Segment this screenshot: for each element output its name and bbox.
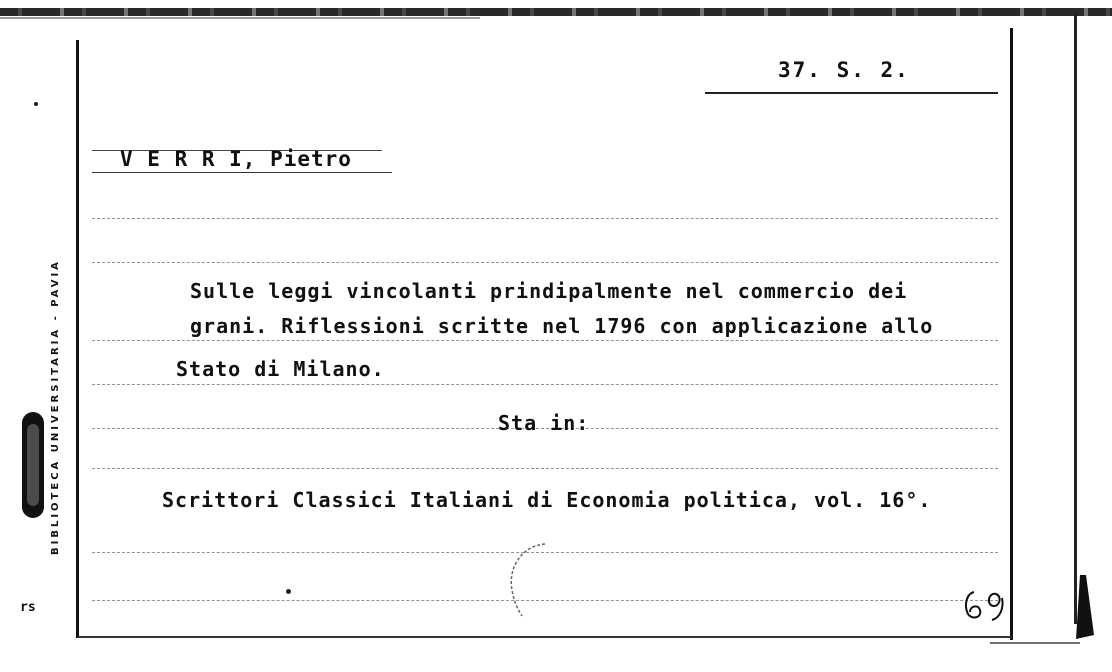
pencil-mark — [500, 540, 550, 620]
ink-dot — [34, 102, 38, 106]
handwritten-number — [960, 586, 1010, 626]
card-top-edge-shadow — [0, 17, 480, 19]
card-right-edge — [1074, 14, 1077, 624]
title-line-3: Stato di Milano. — [176, 357, 385, 381]
ruling-line — [92, 340, 998, 341]
ruling-line — [92, 468, 998, 469]
margin-code: rs — [20, 600, 36, 615]
bottom-rule — [78, 636, 1012, 638]
author-underline — [92, 172, 392, 173]
library-seal-icon — [18, 410, 48, 520]
shelfmark-underline — [705, 92, 998, 94]
left-margin-rule — [76, 40, 79, 638]
ruling-line — [92, 218, 998, 219]
shelfmark: 37. S. 2. — [778, 58, 910, 82]
ruling-line — [92, 384, 998, 385]
ink-dot — [286, 589, 291, 594]
card-top-edge — [0, 8, 1112, 16]
title-line-1: Sulle leggi vincolanti prindipalmente nel commercio dei — [190, 279, 908, 303]
library-stamp: BIBLIOTECA UNIVERSITARIA - PAVIA — [50, 259, 61, 555]
bottom-edge-rule — [990, 642, 1080, 644]
right-margin-rule — [1010, 28, 1013, 640]
author-heading: V E R R I, Pietro — [120, 147, 352, 171]
ruling-line — [92, 262, 998, 263]
title-line-2: grani. Riflessioni scritte nel 1796 con applicazione allo — [190, 314, 934, 338]
source-publication: Scrittori Classici Italiani di Economia politica, vol. 16°. — [162, 488, 932, 512]
card-edge-shadow — [1072, 575, 1102, 645]
contained-in-label: Sta in: — [498, 411, 590, 435]
